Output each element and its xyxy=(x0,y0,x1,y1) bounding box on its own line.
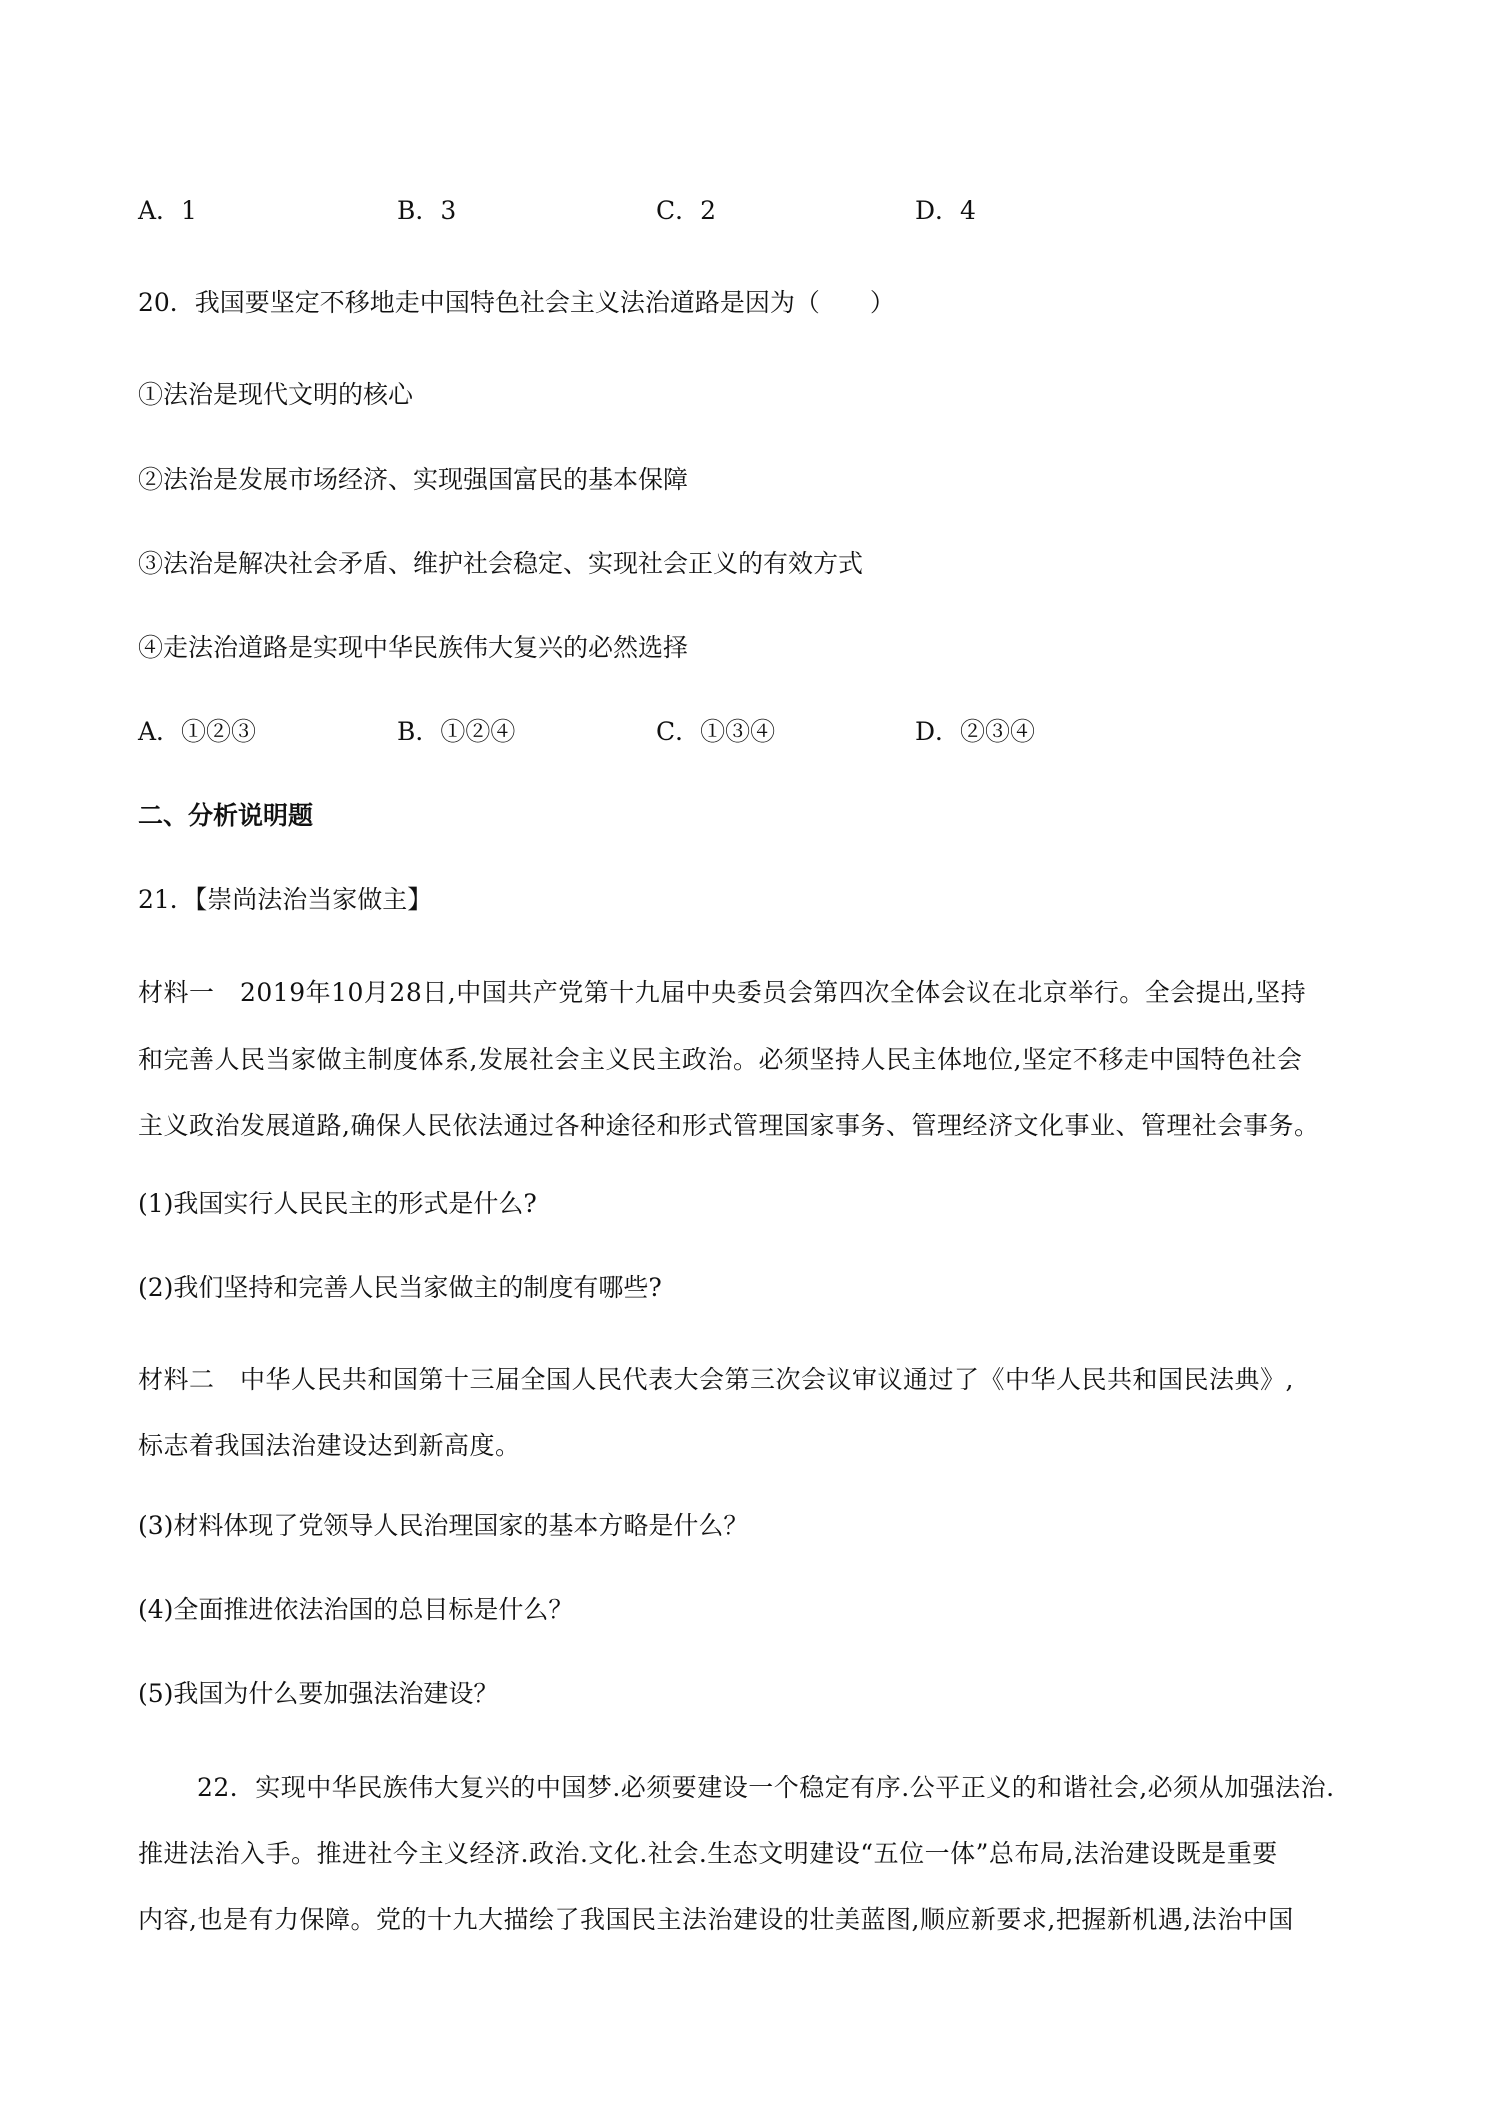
q22-line2: 推进法治入手。推进社今主义经济.政治.文化.社会.生态文明建设“五位一体”总布局,法治建设既是重要 xyxy=(138,1839,1278,1868)
q21-material1-line3: 主义政治发展道路,确保人民依法通过各种途径和形式管理国家事务、管理经济文化事业、管理社会事务。 xyxy=(138,1111,1320,1140)
q20-item-1: ①法治是现代文明的核心 xyxy=(138,380,414,409)
q22-line3: 内容,也是有力保障。党的十九大描绘了我国民主法治建设的壮美蓝图,顺应新要求,把握新机遇,法治中国 xyxy=(138,1905,1294,1934)
q21-material2-line1: 材料二 中华人民共和国第十三届全国人民代表大会第三次会议审议通过了《中华人民共和国民法典》, xyxy=(138,1365,1294,1394)
q19-option-b: B．3 xyxy=(397,196,457,225)
q20-option-d: D．②③④ xyxy=(915,717,1036,746)
q20-item-2: ②法治是发展市场经济、实现强国富民的基本保障 xyxy=(138,465,689,494)
q20-option-b: B．①②④ xyxy=(397,717,516,746)
q21-question-3: (3)材料体现了党领导人民治理国家的基本方略是什么？ xyxy=(138,1511,749,1540)
q21-question-2: (2)我们坚持和完善人民当家做主的制度有哪些? xyxy=(138,1273,662,1302)
q21-material1-line1: 材料一 2019年10月28日,中国共产党第十九届中央委员会第四次全体会议在北京举行。全会提出,坚持 xyxy=(138,978,1307,1007)
q21-title: 21．【崇尚法治当家做主】 xyxy=(138,885,433,914)
q21-material1-line2: 和完善人民当家做主制度体系,发展社会主义民主政治。必须坚持人民主体地位,坚定不移走中国特色社会 xyxy=(138,1045,1303,1074)
q21-question-1: (1)我国实行人民民主的形式是什么? xyxy=(138,1189,537,1218)
q20-stem: 20．我国要坚定不移地走中国特色社会主义法治道路是因为（ ） xyxy=(138,288,895,317)
q21-question-4: (4)全面推进依法治国的总目标是什么？ xyxy=(138,1595,574,1624)
q20-item-4: ④走法治道路是实现中华民族伟大复兴的必然选择 xyxy=(138,633,689,662)
q19-option-d: D．4 xyxy=(915,196,976,225)
q20-option-c: C．①③④ xyxy=(656,717,776,746)
q21-question-5: (5)我国为什么要加强法治建设？ xyxy=(138,1679,499,1708)
q22-line1: 22．实现中华民族伟大复兴的中国梦.必须要建设一个稳定有序.公平正义的和谐社会,必须从加强法治. xyxy=(197,1773,1335,1802)
q21-material2-line2: 标志着我国法治建设达到新高度。 xyxy=(138,1431,521,1460)
q19-option-a: A．1 xyxy=(138,196,197,225)
q20-option-a: A．①②③ xyxy=(138,717,257,746)
section-heading: 二、分析说明题 xyxy=(138,801,314,830)
q19-option-c: C．2 xyxy=(656,196,717,225)
q20-item-3: ③法治是解决社会矛盾、维护社会稳定、实现社会正义的有效方式 xyxy=(138,549,864,578)
